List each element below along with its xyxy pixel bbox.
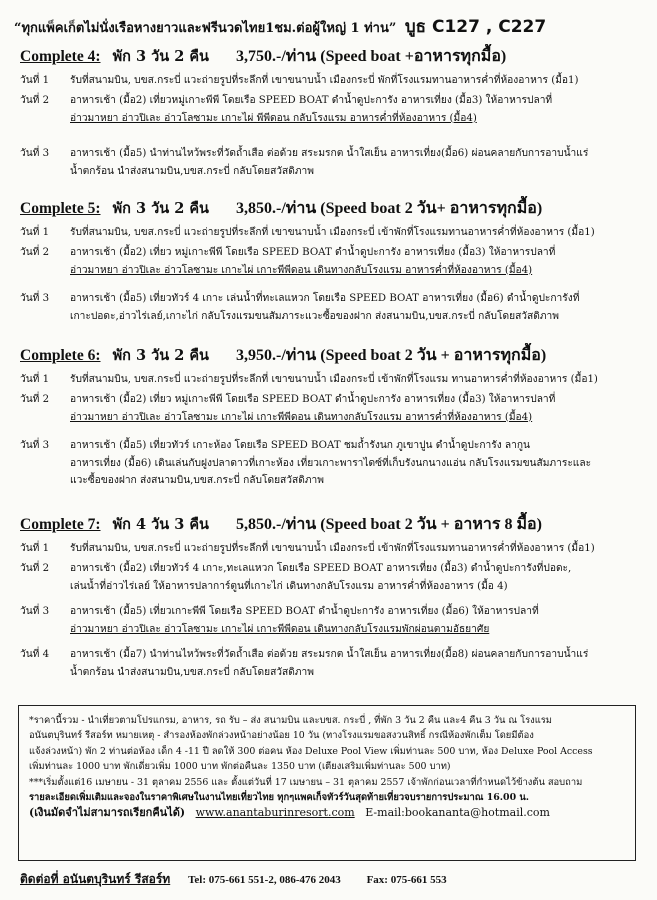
day-line: อาหารเช้า (มื้อ2) เที่ยวทัวร์ 4 เกาะ,ทะเลแหวก โดยเรือ SPEED BOAT อาหารเที่ยง (มื้อ3) ดำน้ำดูปะการังที่ปอดะ, xyxy=(70,563,572,574)
email-address[interactable]: E-mail:bookananta@hotmail.com xyxy=(365,806,550,820)
package-duration: พัก 3 วัน 2 คืน xyxy=(112,347,209,364)
day-label: วันที่ 2 xyxy=(20,95,50,106)
package-duration: พัก 4 วัน 3 คืน xyxy=(112,516,209,533)
day-label: วันที่ 4 xyxy=(20,649,50,660)
package-name: Complete 7: xyxy=(20,516,101,533)
contact-tel: Tel: 075-661 551-2, 086-476 2043 xyxy=(188,874,341,886)
website-link[interactable]: www.anantaburinresort.com xyxy=(195,806,355,820)
header-title: “ทุกแพ็คเก็ตไม่นั่งเรือหางยาวและฟรีนวดไทย1ชม.ต่อผู้ใหญ่ 1 ท่าน” xyxy=(14,21,397,36)
day-line: อาหารเช้า (มื้อ5) เที่ยวทัวร์ เกาะห้อง โดยเรือ SPEED BOAT ชมถ้ำรังนก ภูเขาปูน ดำน้ำดูปะการัง ลากูน xyxy=(70,440,530,451)
day-label: วันที่ 3 xyxy=(20,148,50,159)
contact-line xyxy=(20,870,650,892)
day-label: วันที่ 2 xyxy=(20,394,50,405)
note-line: รายละเอียดเพิ่มเติมและจองในราคาพิเศษในงานไทยเที่ยวไทย ทุกๆแพคเก็จทัวร์วันสุดท้ายเที่ยวจบรายการประมาณ 16.00 น. xyxy=(29,791,530,803)
day-line: น้ำตกร้อน นำส่งสนามบิน,บขส.กระบี่ กลับโดยสวัสดิภาพ xyxy=(70,165,314,177)
day-line: อ่าวมาหยา อ่าวปิเละ อ่าวโลซามะ เกาะไผ่ เกาะพีพีดอน เดินทางกลับโรงแรมพักผ่อนตามอัธยาศัย xyxy=(70,623,490,635)
day-line: อ่าวมาหยา อ่าวปิเละ อ่าวโลซามะ เกาะไผ่ เกาะพีพีดอน เดินทางกลับโรงแรม อาหารค่ำที่ห้องอาหาร (มื้อ4) xyxy=(70,411,533,423)
day-line: อ่าวมาหยา อ่าวปิเละ อ่าวโลซามะ เกาะไผ่ เกาะพีพีดอน เดินทางกลับโรงแรม อาหารค่ำที่ห้องอาหาร (มื้อ4) xyxy=(70,264,533,276)
package-name: Complete 4: xyxy=(20,48,101,65)
day-label: วันที่ 1 xyxy=(20,227,50,238)
package-price: 3,750.-/ท่าน (Speed boat +อาหารทุกมื้อ) xyxy=(236,48,507,65)
day-line: รับที่สนามบิน, บขส.กระบี่ แวะถ่ายรูปที่ระลึกที่ เขาขนาบน้ำ เมืองกระบี่ เข้าพักที่โรงแรม ทานอาหารค่ำที่ห้องอาหาร (มื้อ1) xyxy=(70,374,598,385)
day-line: อ่าวมาหยา อ่าวปิเละ อ่าวโลซามะ เกาะไผ่ พีพีดอน กลับโรงแรม อาหารค่ำที่ห้องอาหาร (มื้อ4) xyxy=(70,112,477,124)
note-line: เพิ่มท่านละ 1000 บาท พักเดี่ยวเพิ่ม 1000 บาท พักต่อคืนละ 1350 บาท (เตียงเสริมเพิ่มท่านละ 500 บาท) xyxy=(29,761,451,773)
package-title xyxy=(20,343,650,367)
package-duration: พัก 3 วัน 2 คืน xyxy=(112,200,209,217)
contact-label: ติดต่อที่ อนันตบุรินทร์ รีสอร์ท xyxy=(20,872,171,886)
contact-fax: Fax: 075-661 553 xyxy=(366,874,447,886)
package-title xyxy=(20,512,650,536)
day-label: วันที่ 1 xyxy=(20,374,50,385)
package-price: 5,850.-/ท่าน (Speed boat 2 วัน + อาหาร 8 มื้อ) xyxy=(236,516,542,533)
note-line: *ราคานี้รวม - นำเที่ยวตามโปรแกรม, อาหาร, รถ รับ – ส่ง สนามบิน และบขส. กระบี่ , ที่พัก 3 วัน 2 คืน และ4 คืน 3 วัน ณ โรงแรม xyxy=(29,715,552,726)
day-line: แวะซื้อของฝาก ส่งสนามบิน,บขส.กระบี่ กลับโดยสวัสดิภาพ xyxy=(70,475,324,486)
day-label: วันที่ 2 xyxy=(20,247,50,258)
day-label: วันที่ 1 xyxy=(20,543,50,554)
day-label: วันที่ 3 xyxy=(20,606,50,617)
package-title xyxy=(20,196,650,220)
note-line: ***เริ่มตั้งแต่16 เมษายน - 31 ตุลาคม 2556 และ ตั้งแต่วันที่ 17 เมษายน – 31 ตุลาคม 2557 เจ้าพักก่อนเวลาที่กำหนดไว้ข้างต้น สอบถาม xyxy=(29,776,583,788)
package-price: 3,950.-/ท่าน (Speed boat 2 วัน + อาหารทุกมื้อ) xyxy=(236,347,547,364)
day-line: รับที่สนามบิน, บขส.กระบี่ แวะถ่ายรูปที่ระลึกที่ เขาขนาบน้ำ เมืองกระบี่ เข้าพักที่โรงแรมทานอาหารค่ำที่ห้องอาหาร (มื้อ1) xyxy=(70,543,595,554)
day-label: วันที่ 3 xyxy=(20,293,50,304)
day-line: น้ำตกร้อน นำส่งสนามบิน,บขส.กระบี่ กลับโดยสวัสดิภาพ xyxy=(70,666,314,678)
day-line: อาหารเช้า (มื้อ2) เที่ยว หมู่เกาะพีพี โดยเรือ SPEED BOAT ดำน้ำดูปะการัง อาหารเที่ยง (มื้อ3) ให้อาหารปลาที่ xyxy=(70,394,556,405)
note-line: อนันตบุรินทร์ รีสอร์ท หมายเหตุ - สำรองห้องพักล่วงหน้าอย่างน้อย 10 วัน (ทางโรงแรมขอสงวนสิทธิ์ กรณีห้องพักเต็ม โดยมีต้อง xyxy=(29,730,534,742)
note-line: แจ้งล่วงหน้า) พัก 2 ท่านต่อห้อง เด็ก 4 -11 ปี ลดให้ 300 ต่อคน ห้อง Deluxe Pool View เพิ่มท่านละ 500 บาท, ห้อง Deluxe Pool Access xyxy=(29,745,593,757)
package-title xyxy=(20,44,650,68)
package-name: Complete 6: xyxy=(20,347,101,364)
day-line: รับที่สนามบิน, บขส.กระบี่ แวะถ่ายรูปที่ระลึกที่ เขาขนาบน้ำ เมืองกระบี่ เข้าพักที่โรงแรมทานอาหารค่ำที่ห้องอาหาร (มื้อ1) xyxy=(70,227,595,238)
notes-footer xyxy=(29,805,625,820)
day-line: เล่นน้ำที่อ่าวไร่เลย์ ให้อาหารปลาการ์ตูนที่เกาะไก่ เดินทางกลับโรงแรม อาหารค่ำที่ห้องอาหาร (มื้อ 4) xyxy=(70,580,508,592)
notes-box xyxy=(18,705,636,861)
booth-number: บูธ C127 , C227 xyxy=(404,17,547,37)
day-line: อาหารเช้า (มื้อ2) เที่ยวหมู่เกาะพีพี โดยเรือ SPEED BOAT ดำน้ำดูปะการัง อาหารเที่ยง (มื้อ3) ให้อาหารปลาที่ xyxy=(70,95,553,106)
day-label: วันที่ 3 xyxy=(20,440,50,451)
day-line: อาหารเช้า (มื้อ5) นำท่านไหว้พระที่วัดถ้ำเสือ ต่อด้วย สระมรกต น้ำใสเย็น อาหารเที่ยง(มื้อ6) ผ่อนคลายกับการอาบน้ำแร่ xyxy=(70,148,589,159)
package-duration: พัก 3 วัน 2 คืน xyxy=(112,48,209,65)
package-price: 3,850.-/ท่าน (Speed boat 2 วัน+ อาหารทุกมื้อ) xyxy=(236,200,543,217)
package-name: Complete 5: xyxy=(20,200,101,217)
day-line: เกาะปอดะ,อ่าวไร่เลย์,เกาะไก่ กลับโรงแรมขนสัมภาระแวะซื้อของฝาก ส่งสนามบิน,บขส.กระบี่ กลับโดยสวัสดิภาพ xyxy=(70,310,559,322)
day-line: รับที่สนามบิน, บขส.กระบี่ แวะถ่ายรูปที่ระลึกที่ เขาขนาบน้ำ เมืองกระบี่ พักที่โรงแรมทานอาหารค่ำที่ห้องอาหาร (มื้อ1) xyxy=(70,75,579,86)
day-line: อาหารเช้า (มื้อ2) เที่ยว หมู่เกาะพีพี โดยเรือ SPEED BOAT ดำน้ำดูปะการัง อาหารเที่ยง (มื้อ3) ให้อาหารปลาที่ xyxy=(70,247,556,258)
page-header xyxy=(14,13,644,39)
day-line: อาหารเที่ยง (มื้อ6) เดินเล่นกับฝูงปลาดาวที่เกาะห้อง เที่ยวเกาะพาราไดซ์ที่เก็บรังนกนางแอ่น กลับโรงแรมขนสัมภาระและ xyxy=(70,457,592,469)
no-refund-note: (เงินมัดจำไม่สามารถเรียกคืนได้) xyxy=(29,806,186,820)
day-label: วันที่ 2 xyxy=(20,563,50,574)
day-label: วันที่ 1 xyxy=(20,75,50,86)
day-line: อาหารเช้า (มื้อ7) นำท่านไหว้พระที่วัดถ้ำเสือ ต่อด้วย สระมรกต น้ำใสเย็น อาหารเที่ยง(มื้อ8) ผ่อนคลายกับการอาบน้ำแร่ xyxy=(70,649,589,660)
day-line: อาหารเช้า (มื้อ5) เที่ยวทัวร์ 4 เกาะ เล่นน้ำที่ทะเลแหวก โดยเรือ SPEED BOAT อาหารเที่ยง (มื้อ6) ดำน้ำดูปะการังที่ xyxy=(70,293,580,304)
day-line: อาหารเช้า (มื้อ5) เที่ยวเกาะพีพี โดยเรือ SPEED BOAT ดำน้ำดูปะการัง อาหารเที่ยง (มื้อ6) ให้อาหารปลาที่ xyxy=(70,606,539,617)
